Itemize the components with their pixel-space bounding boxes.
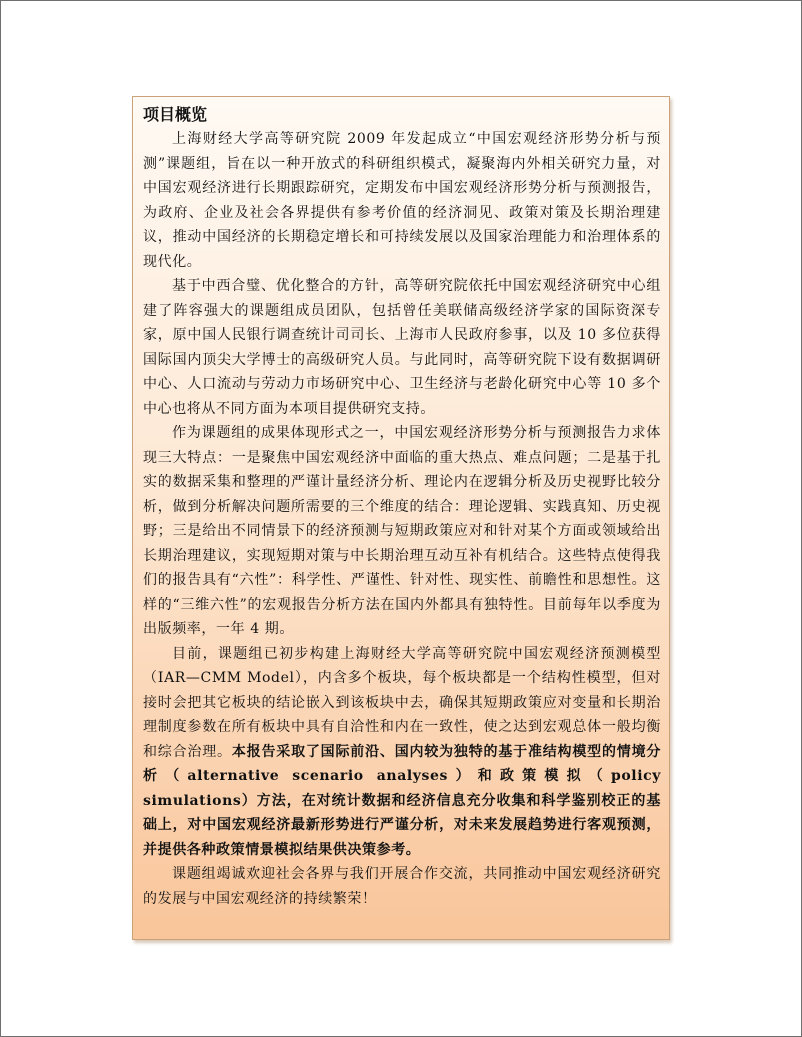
paragraph-2: 基于中西合璧、优化整合的方针，高等研究院依托中国宏观经济研究中心组建了阵容强大的课题组成员团队，包括曾任美联储高级经济学家的国际资深专家，原中国人民银行调查统计司司长、上海市人民政府参事，以及 10 多位获得国际国内顶尖大学博士的高级研究人员。与此同时，高等研究院下设有数据调研中心、人口流动与劳动力市场研究中心、卫生经济与老龄化研究中心等 10 多个中心也将从不同方面为本项目提供研究支持。 [143, 278, 661, 417]
paragraph-5: 课题组竭诚欢迎社会各界与我们开展合作交流，共同推动中国宏观经济研究的发展与中国宏观经济的持续繁荣！ [143, 866, 661, 907]
paragraph-4 [143, 642, 661, 863]
section-title: 项目概览 [143, 105, 208, 124]
paragraph-3: 作为课题组的成果体现形式之一，中国宏观经济形势分析与预测报告力求体现三大特点：一是聚焦中国宏观经济中面临的重大热点、难点问题；二是基于扎实的数据采集和整理的严谨计量经济分析、理论内在逻辑分析及历史视野比较分析，做到分析解决问题所需要的三个维度的结合：理论逻辑、实践真知、历史视野；三是给出不同情景下的经济预测与短期政策应对和针对某个方面或领域给出长期治理建议，实现短期对策与中长期治理互动互补有机结合。这些特点使得我们的报告具有“六性”：科学性、严谨性、针对性、现实性、前瞻性和思想性。这样的“三维六性”的宏观报告分析方法在国内外都具有独特性。目前每年以季度为出版频率，一年 4 期。 [143, 425, 661, 637]
project-overview-box [132, 96, 670, 940]
paragraph-1: 上海财经大学高等研究院 2009 年发起成立“中国宏观经济形势分析与预测”课题组，旨在以一种开放式的科研组织模式，凝聚海内外相关研究力量，对中国宏观经济进行长期跟踪研究，定期发布中国宏观经济形势分析与预测报告，为政府、企业及社会各界提供有参考价值的经济洞见、政策对策及长期治理建议，推动中国经济的长期稳定增长和可持续发展以及国家治理能力和治理体系的现代化。 [143, 131, 661, 270]
paragraph-4-bold-text: 本报告采取了国际前沿、国内较为独特的基于准结构模型的情境分析（alternative scenario analyses）和政策模拟（policy simulations）方法，在对统计数据和经济信息充分收集和科学鉴别校正的基础上，对中国宏观经济最新形势进行严谨分析，对未来发展趋势进行客观预测，并提供各种政策情景模拟结果供决策参考。 [143, 743, 661, 858]
paragraph-4-text: 目前，课题组已初步构建上海财经大学高等研究院中国宏观经济预测模型（IAR—CMM Model），内含多个板块，每个板块都是一个结构性模型，但对接时会把其它板块的结论嵌入到该板块中去，确保其短期政策应对变量和长期治理制度参数在所有板块中具有自洽性和内在一致性，使之达到宏观总体一般均衡和综合治理。 [143, 645, 661, 760]
